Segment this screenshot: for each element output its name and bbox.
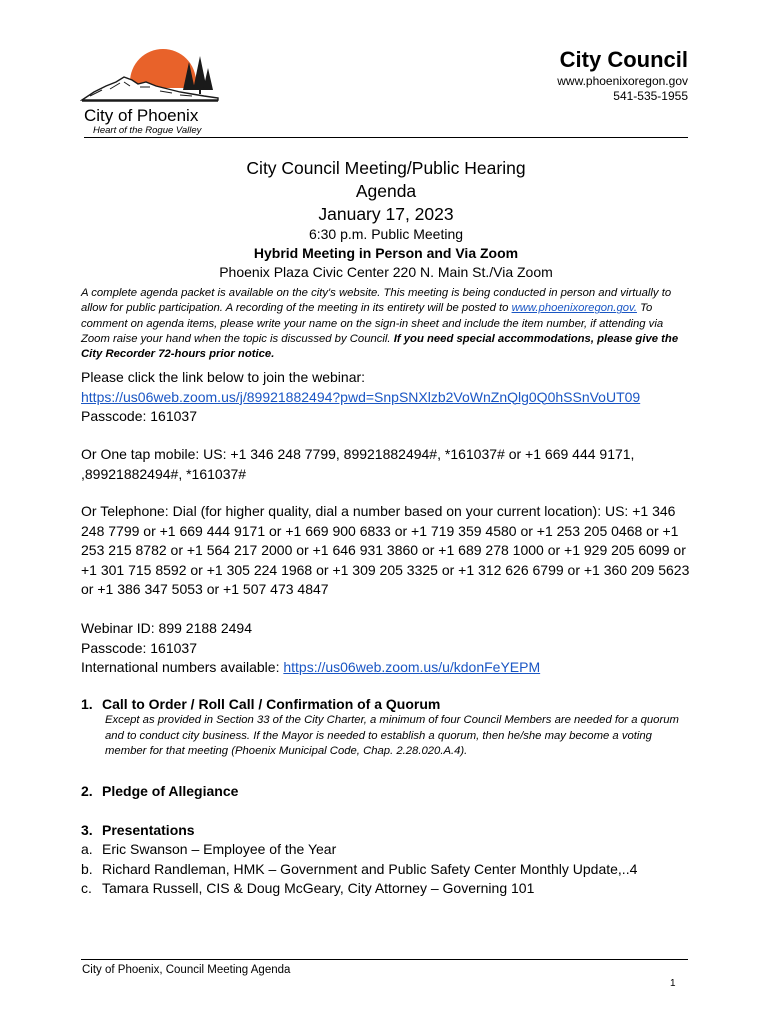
- presentation-item: [81, 860, 695, 880]
- presentation-text: Richard Randleman, HMK – Government and Public Safety Center Monthly Update,..4: [102, 860, 638, 877]
- notice-website-link[interactable]: www.phoenixoregon.gov.: [511, 302, 637, 315]
- agenda-item-number: 1.: [81, 696, 93, 712]
- agenda-item-number: 2.: [81, 783, 93, 799]
- webinar-link[interactable]: https://us06web.zoom.us/j/89921882494?pwd=SnpSNXlzb2VoWnZnQlg0Q0hSSnVoUT09: [81, 388, 641, 405]
- footer-divider: [81, 959, 688, 960]
- notice-text-2: To comment on agenda items, please write your name on the sign-in sheet and include the item number, if attending via Zoom raise your hand when the topic is discussed by Council.: [81, 302, 664, 345]
- presentation-letter: a.: [81, 841, 93, 857]
- webinar-intro: Please click the link below to join the webinar:: [81, 369, 366, 385]
- international-numbers-link[interactable]: https://us06web.zoom.us/u/kdonFeYEPM: [283, 659, 541, 675]
- header-divider: [84, 137, 688, 138]
- webinar-passcode: Passcode: 161037: [81, 408, 197, 424]
- page-number: 1: [670, 978, 676, 989]
- webinar-passcode-2: Passcode: 161037: [81, 639, 197, 656]
- agenda-item-3: [81, 822, 695, 838]
- webinar-id: Webinar ID: 899 2188 2494: [81, 620, 252, 636]
- notice-text-1: A complete agenda packet is available on the city's website. This meeting is being conducted in person and virtually to allow for public participation. A recording of the meeting in its entirety will be posted to: [81, 287, 672, 315]
- footer-text: City of Phoenix, Council Meeting Agenda: [82, 964, 291, 976]
- city-name: City of Phoenix: [84, 106, 199, 125]
- webinar-join-block: [81, 368, 695, 427]
- meeting-title: City Council Meeting/Public Hearing: [246, 158, 526, 178]
- header-phone: 541-535-1955: [613, 89, 688, 103]
- presentation-item: [81, 840, 695, 860]
- header-website: www.phoenixoregon.gov: [557, 74, 688, 88]
- agenda-item-number: 3.: [81, 822, 93, 838]
- presentation-item: [81, 879, 695, 899]
- meeting-date: January 17, 2023: [318, 204, 454, 224]
- presentation-letter: b.: [81, 860, 93, 877]
- international-label: International numbers available:: [81, 659, 284, 675]
- notice-accommodations: If you need special accommodations, please give the City Recorder 72-hours prior notice.: [81, 332, 679, 361]
- agenda-item-2: [81, 783, 695, 799]
- presentation-text: Eric Swanson – Employee of the Year: [102, 841, 337, 857]
- meeting-format: Hybrid Meeting in Person and Via Zoom: [253, 245, 519, 261]
- meeting-location: Phoenix Plaza Civic Center 220 N. Main St./Via Zoom: [219, 264, 553, 280]
- presentation-letter: c.: [81, 880, 92, 896]
- meeting-time: 6:30 p.m. Public Meeting: [308, 226, 464, 242]
- agenda-notice: [81, 286, 695, 362]
- telephone-numbers: Or Telephone: Dial (for higher quality, dial a number based on your current location): US: +1 346 248 7799 or +1 669 444 9171 or +1 669 900 6833 or +1 719 359 4580 or +1 253 205 0468 or +1 253 215 8782 or +1 564 217 2000 or +1 646 931 3860 or +1 689 278 1000 or +1 929 205 6099 or +1 301 715 8592 or +1 305 224 1968 or +1 309 205 3325 or +1 312 626 6799 or +1 360 209 5623 or +1 386 347 5053 or +1 507 473 4847: [81, 503, 690, 597]
- webinar-details: [81, 619, 695, 678]
- meeting-subtitle: Agenda: [355, 181, 417, 201]
- city-tagline: Heart of the Rogue Valley: [93, 125, 202, 136]
- agenda-item-1-description: Except as provided in Section 33 of the City Charter, a minimum of four Council Members are needed for a quorum and to conduct city business. If the Mayor is needed to establish a quorum, then he/she may become a voting member for that meeting (Phoenix Municipal Code, Chap. 2.28.020.A.4).: [105, 714, 679, 757]
- presentation-text: Tamara Russell, CIS & Doug McGeary, City Attorney – Governing 101: [102, 880, 535, 896]
- presentations-list: [81, 840, 695, 899]
- agenda-item-1: [81, 696, 695, 712]
- city-logo: [80, 42, 220, 104]
- agenda-item-title: Pledge of Allegiance: [102, 783, 239, 799]
- one-tap-mobile: Or One tap mobile: US: +1 346 248 7799, 89921882494#, *161037# or +1 669 444 9171, ,89921882494#, *161037#: [81, 446, 635, 482]
- header-contact: [557, 46, 688, 104]
- agenda-item-title: Call to Order / Roll Call / Confirmation of a Quorum: [102, 696, 441, 712]
- header-title: City Council: [559, 47, 688, 72]
- agenda-item-title: Presentations: [102, 822, 195, 838]
